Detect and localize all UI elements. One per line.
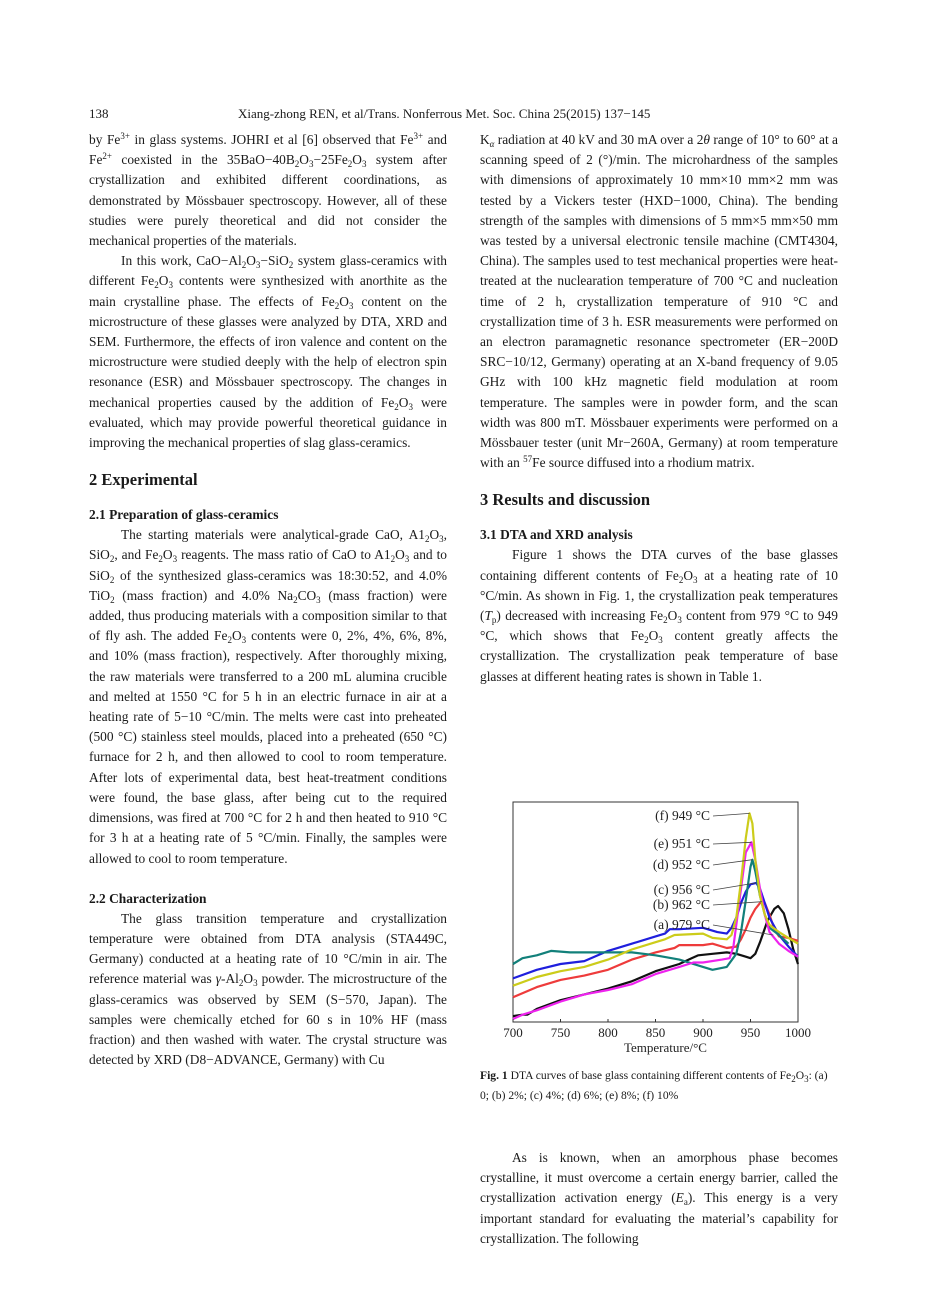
activation-energy-paragraph: As is known, when an amorphous phase becomes crystalline, it must overcome a certain energy barrier, called the crystallization activation energy $(E_a)$. This energy is a very important standard for evaluating the material’s capability for crystallization. The following: [480, 1150, 838, 1246]
leader-line-d: [713, 860, 752, 865]
section-heading-experimental: 2 Experimental: [89, 470, 198, 490]
subsection-heading-preparation: 2.1 Preparation of glass-ceramics: [89, 507, 279, 523]
running-header: Xiang-zhong REN, et al/Trans. Nonferrous Met. Soc. China 25(2015) 137−145: [238, 106, 651, 121]
plot-frame: [513, 802, 798, 1022]
x-tick-label: 750: [550, 1025, 571, 1040]
characterization-paragraph: The glass transition temperature and crystallization temperature were obtained from DTA analysis (STA449C, Germany) conducted at a heating rate of 10 °C/min in air. The reference material was $\gamma-Al_2O_3$ powder. The microstructure of the glass-ceramics was observed by SEM (S−570, Japan). The samples were chemically etched for 60 s in 10% HF (mass fraction) and then washed with water. The crystal structure was detected by XRD (D8−ADVANCE, Germany) with Cu: [89, 910, 447, 1068]
dta-chart-svg: [500, 795, 820, 1060]
left-column: [89, 130, 447, 1070]
figure-1-caption: [480, 1066, 838, 1106]
annotation-label-b: (b) 962 °C: [652, 897, 710, 912]
leader-line-f: [713, 813, 750, 816]
x-axis-label: Temperature/°C: [624, 1040, 707, 1055]
annotation-label-d: (d) 952 °C: [652, 857, 710, 872]
right-column-lower: [480, 1148, 838, 1249]
characterization-paragraph-continued: $K_\alpha$ radiation at 40 kV and 30 mA over a 2θ range of 10° to 60° at a scanning speed of 2 (°)/min. The microhardness of the samples with dimensions of approximately 10 mm×10 mm×2 mm was tested by a Vickers tester (HXD−1000, China). The bending strength of the samples with dimensions of 5 mm×5 mm×50 mm was tested by a universal electronic tensile machine (CMT4304, China). The samples used to test mechanical properties were heat-treated at the nuclearation temperature of 700 °C and nucleation time of 2 h, crystallization temperature of 910 °C and crystallization time of 3 h. ESR measurements were performed on an electron paramagnetic resonance spectrometer (ER−200D SRC−10/12, Germany) operating at an X-band frequency of 9.05 GHz with 100 kHz magnetic field modulation at room temperature. The samples were in powder form, and the scan width was 800 mT. Mössbauer experiments were performed on a Mössbauer tester (unit Mr−260A, Germany) at room temperature with an $^{57}$Fe source diffused into a rhodium matrix.: [480, 132, 838, 471]
x-tick-label: 800: [598, 1025, 618, 1040]
annotation-label-e: (e) 951 °C: [653, 836, 710, 851]
annotation-label-c: (c) 956 °C: [653, 882, 710, 897]
right-column: [480, 130, 838, 687]
x-tick-label: 1000: [785, 1025, 811, 1040]
preparation-paragraph: The starting materials were analytical-grade CaO, $A1_2O_3$, SiO$_2$, and $Fe_2O_3$ reagents. The mass ratio of CaO to $A1_2O_3$ and to SiO$_2$ of the synthesized glass-ceramics was 18:30:52, and 4.0% TiO$_2$ (mass fraction) and 4.0% $Na_2CO_3$ (mass fraction) were added, thus producing materials with a composition similar to that of fly ash. The added $Fe_2O_3$ contents were 0, 2%, 4%, 6%, 8%, and 10% (mass fraction), respectively. After thoroughly mixing, the raw materials were transferred to a 200 mL alumina crucible and melted at 1550 °C for 5 h in an electric furnace in air at a heating rate of 5−10 °C/min. The melts were cast into preheated (500 °C) stainless steel moulds, placed into a preheated (650 °C) furnace for 2 h, and then allowed to cool to room temperature. After lots of experimental data, best heat-treatment conditions were found, the base glass, after being cut to the required dimensions, was fired at 700 °C for 2 h and then heated to 910 °C for 3 h at a heating rate of 5 °C/min. Finally, the samples were allowed to cool to room temperature.: [89, 527, 447, 866]
x-tick-label: 850: [645, 1025, 666, 1040]
subsection-heading-characterization: 2.2 Characterization: [89, 890, 207, 906]
figure-caption-text: DTA curves of base glass containing different contents of $Fe_2O_3$: (a) 0; (b) 2%; (c) 4%; (d) 6%; (e) 8%; (f) 10%: [480, 1069, 828, 1102]
x-tick-label: 700: [503, 1025, 523, 1040]
x-tick-label: 950: [740, 1025, 761, 1040]
figure-1-dta-chart: [500, 795, 820, 1060]
subsection-heading-dta-xrd: 3.1 DTA and XRD analysis: [480, 527, 633, 543]
dta-paragraph: Figure 1 shows the DTA curves of the base glasses containing different contents of $Fe_2O_3$ at a heating rate of 10 °C/min. As shown in Fig. 1, the crystallization peak temperatures $(T_p)$ decreased with increasing $Fe_2O_3$ content from 979 °C to 949 °C, which shows that $Fe_2O_3$ content greatly affects the crystallization. The crystallization peak temperature of base glasses at different heating rates is shown in Table 1.: [480, 547, 838, 684]
intro-paragraph-1: by $Fe^{3+}$ in glass systems. JOHRI et al [6] observed that $Fe^{3+}$ and $Fe^{2+}$ coexisted in the $35BaO-40B_2O_3-25Fe_2O_3$ system after crystallization and exhibited different coordinations, as demonstrated by Mössbauer spectroscopy. However, all of these studies were purely theoretical and did not consider the mechanical properties of the materials.: [89, 131, 448, 249]
page-number: 138: [89, 106, 109, 121]
x-tick-label: 900: [693, 1025, 713, 1040]
annotation-label-a: (a) 979 °C: [653, 917, 710, 932]
intro-paragraph-2: In this work, $CaO-Al_2O_3-SiO_2$ system glass-ceramics with different $Fe_2O_3$ contents were synthesized with anorthite as the main crystalline phase. The effects of $Fe_2O_3$ content on the microstructure of these glasses were analyzed by DTA, XRD and SEM. Furthermore, the effects of iron valence and content on the microstructure were studied deeply with the help of electron spin resonance (ESR) and Mössbauer spectroscopy. The changes in mechanical properties caused by the addition of $Fe_2O_3$ were evaluated, which may provide powerful theoretical guidance in improving the mechanical properties of slag glass-ceramics.: [89, 253, 448, 451]
annotation-label-f: (f) 949 °C: [655, 808, 710, 823]
section-heading-results: 3 Results and discussion: [480, 490, 651, 510]
figure-label: Fig. 1: [480, 1069, 508, 1082]
